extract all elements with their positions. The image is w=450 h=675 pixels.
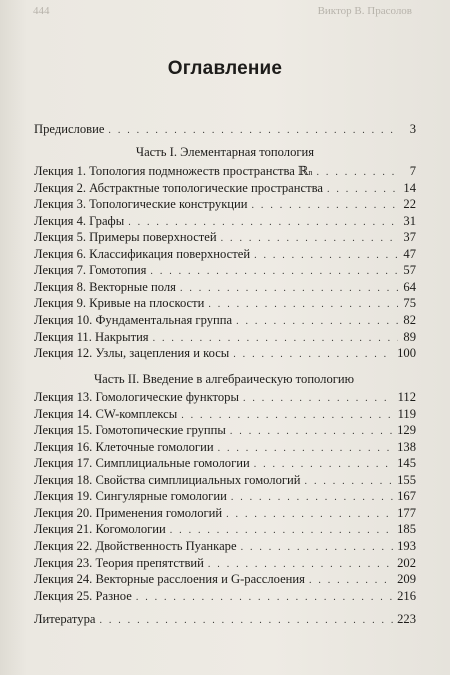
toc-leader-dots bbox=[99, 613, 393, 629]
toc-entry-page: 155 bbox=[397, 472, 416, 487]
toc-entry-page: 3 bbox=[409, 122, 416, 136]
running-head bbox=[0, 0, 450, 22]
toc-entry-page: 75 bbox=[403, 296, 416, 311]
toc-entry-page: 223 bbox=[397, 612, 416, 626]
toc-entry-page: 177 bbox=[397, 505, 416, 520]
toc-entry-label: Лекция 13. Гомологические функторы bbox=[34, 390, 239, 404]
toc-entry bbox=[34, 213, 416, 229]
toc-leader-dots bbox=[136, 590, 393, 606]
toc-entry-label: Литература bbox=[34, 612, 96, 626]
toc-entry-label: Лекция 25. Разное bbox=[34, 588, 132, 603]
toc-entry-label: Лекция 8. Векторные поля bbox=[34, 279, 176, 294]
toc-entry-page: 100 bbox=[397, 346, 416, 361]
toc-entry bbox=[34, 345, 416, 361]
toc-entry-page: 89 bbox=[403, 329, 416, 344]
toc-entry-label: Лекция 14. CW-комплексы bbox=[34, 406, 178, 421]
toc-entry bbox=[34, 439, 416, 455]
toc-entry bbox=[34, 262, 416, 278]
toc-entry-label: Лекция 7. Гомотопия bbox=[34, 263, 147, 278]
toc-entry-label: Лекция 18. Свойства симплициальных гомологий bbox=[34, 472, 301, 487]
toc-entry bbox=[34, 538, 416, 554]
part-2-heading: Часть II. Введение в алгебраическую топологию bbox=[94, 372, 355, 386]
toc-entry-label: Лекция 1. Топология подмножеств пространства ℝ bbox=[34, 164, 309, 178]
toc-entry-label: Лекция 21. Когомологии bbox=[34, 522, 166, 537]
toc-entry-page: 202 bbox=[397, 555, 416, 570]
toc-entry-label: Лекция 11. Накрытия bbox=[34, 329, 149, 344]
toc-entry-page: 82 bbox=[403, 312, 416, 327]
toc-entry-label: Лекция 6. Классификация поверхностей bbox=[34, 246, 251, 261]
toc-entry bbox=[34, 312, 416, 328]
toc-entry-page: 193 bbox=[397, 538, 416, 553]
toc-entry bbox=[34, 505, 416, 521]
toc-entry bbox=[34, 422, 416, 438]
toc-entry-page: 57 bbox=[403, 263, 416, 278]
toc-entry-label: Лекция 22. Двойственность Пуанкаре bbox=[34, 538, 237, 553]
toc-entry-label: Лекция 9. Кривые на плоскости bbox=[34, 296, 205, 311]
toc-entry bbox=[34, 555, 416, 571]
toc-entry bbox=[34, 279, 416, 295]
running-head-page-number: 444 bbox=[33, 5, 50, 17]
toc-entry-label: Лекция 4. Графы bbox=[34, 213, 125, 228]
toc-entry bbox=[34, 488, 416, 504]
toc-entry bbox=[34, 389, 416, 405]
toc-entry-label: Предисловие bbox=[34, 122, 105, 136]
toc-entry-label: Лекция 23. Теория препятствий bbox=[34, 555, 204, 570]
toc-entry-label: Лекция 24. Векторные расслоения и G-расслоения bbox=[34, 572, 305, 587]
part-1-heading: Часть I. Элементарная топология bbox=[135, 145, 315, 159]
toc-entry-page: 119 bbox=[397, 406, 416, 421]
toc-entry-page: 22 bbox=[403, 197, 416, 212]
toc-entry-page: 64 bbox=[403, 279, 416, 294]
page-title: Оглавление bbox=[167, 58, 283, 79]
toc-entry-label: Лекция 16. Клеточные гомологии bbox=[34, 439, 214, 454]
toc-entry-page: 37 bbox=[403, 230, 416, 245]
toc-entry bbox=[34, 571, 416, 587]
toc-entry-page: 129 bbox=[397, 423, 416, 438]
toc-entry-label: Лекция 12. Узлы, зацепления и косы bbox=[34, 346, 230, 361]
toc-entry-label: Лекция 17. Симплициальные гомологии bbox=[34, 456, 250, 471]
toc-entry-page: 145 bbox=[397, 456, 416, 471]
toc-entry bbox=[34, 329, 416, 345]
toc-leader-dots bbox=[233, 347, 393, 363]
toc-entry-page: 14 bbox=[403, 180, 416, 195]
toc-entry-page: 167 bbox=[397, 489, 416, 504]
toc-entry bbox=[34, 180, 416, 196]
toc-entry-label: Лекция 3. Топологические конструкции bbox=[34, 197, 248, 212]
toc-entry-page: 209 bbox=[397, 572, 416, 587]
toc-leader-dots bbox=[108, 123, 398, 139]
toc-entry-label: Лекция 20. Применения гомологий bbox=[34, 505, 223, 520]
toc-entry bbox=[34, 472, 416, 488]
toc-entry-page: 112 bbox=[397, 390, 416, 404]
toc-entry bbox=[34, 246, 416, 262]
toc-entry bbox=[34, 406, 416, 422]
toc-entry bbox=[34, 295, 416, 311]
toc-entry bbox=[34, 455, 416, 471]
toc-entry bbox=[34, 196, 416, 212]
toc-entry-page: 185 bbox=[397, 522, 416, 537]
toc-entry-page: 31 bbox=[403, 213, 416, 228]
toc-entry-page: 47 bbox=[403, 246, 416, 261]
toc-entry-label: Лекция 10. Фундаментальная группа bbox=[34, 312, 233, 327]
toc-entry-label: Лекция 5. Примеры поверхностей bbox=[34, 230, 217, 245]
toc-entry-label: Лекция 19. Сингулярные гомологии bbox=[34, 489, 227, 504]
toc-entry bbox=[34, 521, 416, 537]
toc-entry-page: 7 bbox=[409, 164, 416, 178]
toc-entry-page: 138 bbox=[397, 439, 416, 454]
toc-entry bbox=[34, 163, 416, 179]
toc-entry bbox=[34, 588, 416, 604]
toc-entry bbox=[34, 229, 416, 245]
toc-entry-superscript: n bbox=[308, 168, 313, 177]
toc-entry-label: Лекция 15. Гомотопические группы bbox=[34, 423, 226, 438]
toc-entry-references bbox=[34, 611, 416, 627]
toc-entry-label: Лекция 2. Абстрактные топологические пространства bbox=[34, 180, 323, 195]
toc-entry-page: 216 bbox=[397, 588, 416, 603]
toc-entry-preface bbox=[34, 121, 416, 137]
running-head-author: Виктор В. Прасолов bbox=[317, 5, 412, 17]
